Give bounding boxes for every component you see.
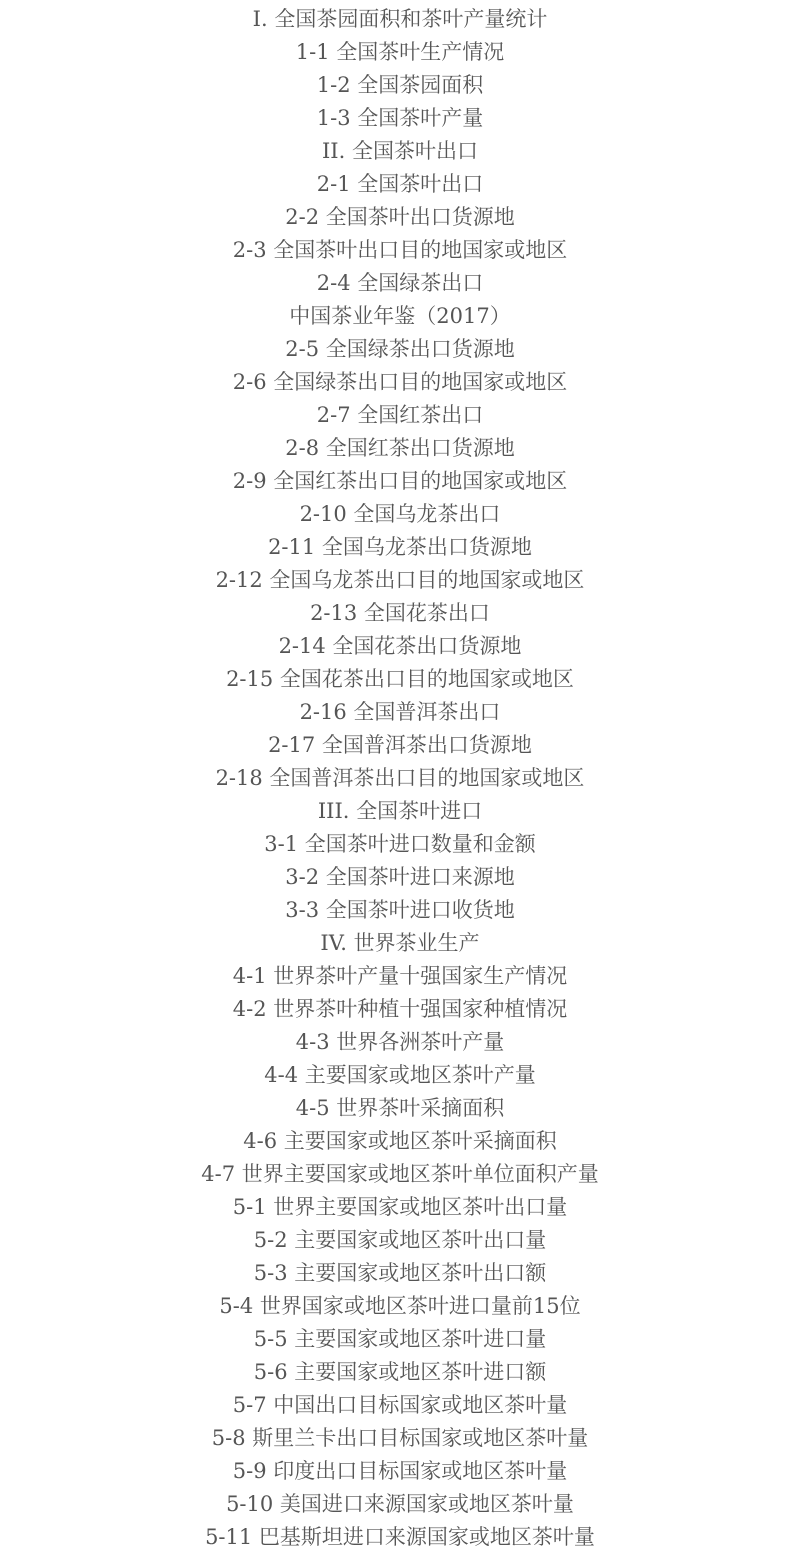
toc-entry: 5-3 主要国家或地区茶叶出口额 [253, 1261, 547, 1285]
toc-entry: 5-6 主要国家或地区茶叶进口额 [253, 1360, 547, 1384]
toc-entry: 4-5 世界茶叶采摘面积 [295, 1096, 505, 1120]
toc-entry: 4-2 世界茶叶种植十强国家种植情况 [232, 997, 568, 1021]
toc-entry: 2-8 全国红茶出口货源地 [285, 436, 515, 460]
toc-entry: 3-3 全国茶叶进口收货地 [285, 898, 515, 922]
toc-entry: 2-18 全国普洱茶出口目的地国家或地区 [215, 766, 585, 790]
toc-entry: 2-12 全国乌龙茶出口目的地国家或地区 [215, 568, 585, 592]
toc-entry: 5-4 世界国家或地区茶叶进口量前15位 [219, 1294, 581, 1318]
toc-entry: II. 全国茶叶出口 [322, 139, 478, 163]
toc-entry: 2-11 全国乌龙茶出口货源地 [268, 535, 532, 559]
toc-entry: 1-2 全国茶园面积 [316, 73, 484, 97]
toc-entry: 2-7 全国红茶出口 [316, 403, 484, 427]
toc-entry: 2-16 全国普洱茶出口 [299, 700, 501, 724]
toc-entry: 5-1 世界主要国家或地区茶叶出口量 [232, 1195, 568, 1219]
toc-entry: 2-3 全国茶叶出口目的地国家或地区 [232, 238, 568, 262]
toc-entry: 2-10 全国乌龙茶出口 [299, 502, 501, 526]
toc-entry: 2-15 全国花茶出口目的地国家或地区 [226, 667, 574, 691]
toc-entry: 5-10 美国进口来源国家或地区茶叶量 [226, 1492, 574, 1516]
toc-entry: 5-5 主要国家或地区茶叶进口量 [253, 1327, 547, 1351]
toc-entry: 2-14 全国花茶出口货源地 [278, 634, 522, 658]
toc-entry: 4-3 世界各洲茶叶产量 [295, 1030, 505, 1054]
toc-entry: 3-2 全国茶叶进口来源地 [285, 865, 515, 889]
toc-entry: 2-6 全国绿茶出口目的地国家或地区 [232, 370, 568, 394]
toc-entry: 4-1 世界茶叶产量十强国家生产情况 [232, 964, 568, 988]
toc-entry: 5-8 斯里兰卡出口目标国家或地区茶叶量 [211, 1426, 589, 1450]
toc-entry: 2-1 全国茶叶出口 [316, 172, 484, 196]
toc-entry: 4-6 主要国家或地区茶叶采摘面积 [243, 1129, 557, 1153]
toc-entry: 2-5 全国绿茶出口货源地 [285, 337, 515, 361]
toc-entry: 2-17 全国普洱茶出口货源地 [268, 733, 532, 757]
toc-entry: 3-1 全国茶叶进口数量和金额 [264, 832, 536, 856]
table-of-contents [0, 3, 800, 1554]
toc-entry: 1-1 全国茶叶生产情况 [295, 40, 505, 64]
toc-entry: 1-3 全国茶叶产量 [316, 106, 484, 130]
toc-entry: III. 全国茶叶进口 [317, 799, 483, 823]
toc-entry: 4-4 主要国家或地区茶叶产量 [264, 1063, 536, 1087]
toc-entry: 5-9 印度出口目标国家或地区茶叶量 [232, 1459, 568, 1483]
toc-entry: 2-4 全国绿茶出口 [316, 271, 484, 295]
toc-entry: 2-2 全国茶叶出口货源地 [285, 205, 515, 229]
toc-entry: IV. 世界茶业生产 [320, 931, 480, 955]
toc-entry: 2-9 全国红茶出口目的地国家或地区 [232, 469, 568, 493]
toc-entry: 5-11 巴基斯坦进口来源国家或地区茶叶量 [205, 1525, 595, 1549]
toc-entry: 4-7 世界主要国家或地区茶叶单位面积产量 [201, 1162, 599, 1186]
toc-entry: 5-2 主要国家或地区茶叶出口量 [253, 1228, 547, 1252]
toc-entry: I. 全国茶园面积和茶叶产量统计 [252, 7, 548, 31]
toc-entry: 2-13 全国花茶出口 [310, 601, 490, 625]
toc-entry: 5-7 中国出口目标国家或地区茶叶量 [232, 1393, 568, 1417]
toc-entry: 中国茶业年鉴（2017） [289, 304, 511, 328]
